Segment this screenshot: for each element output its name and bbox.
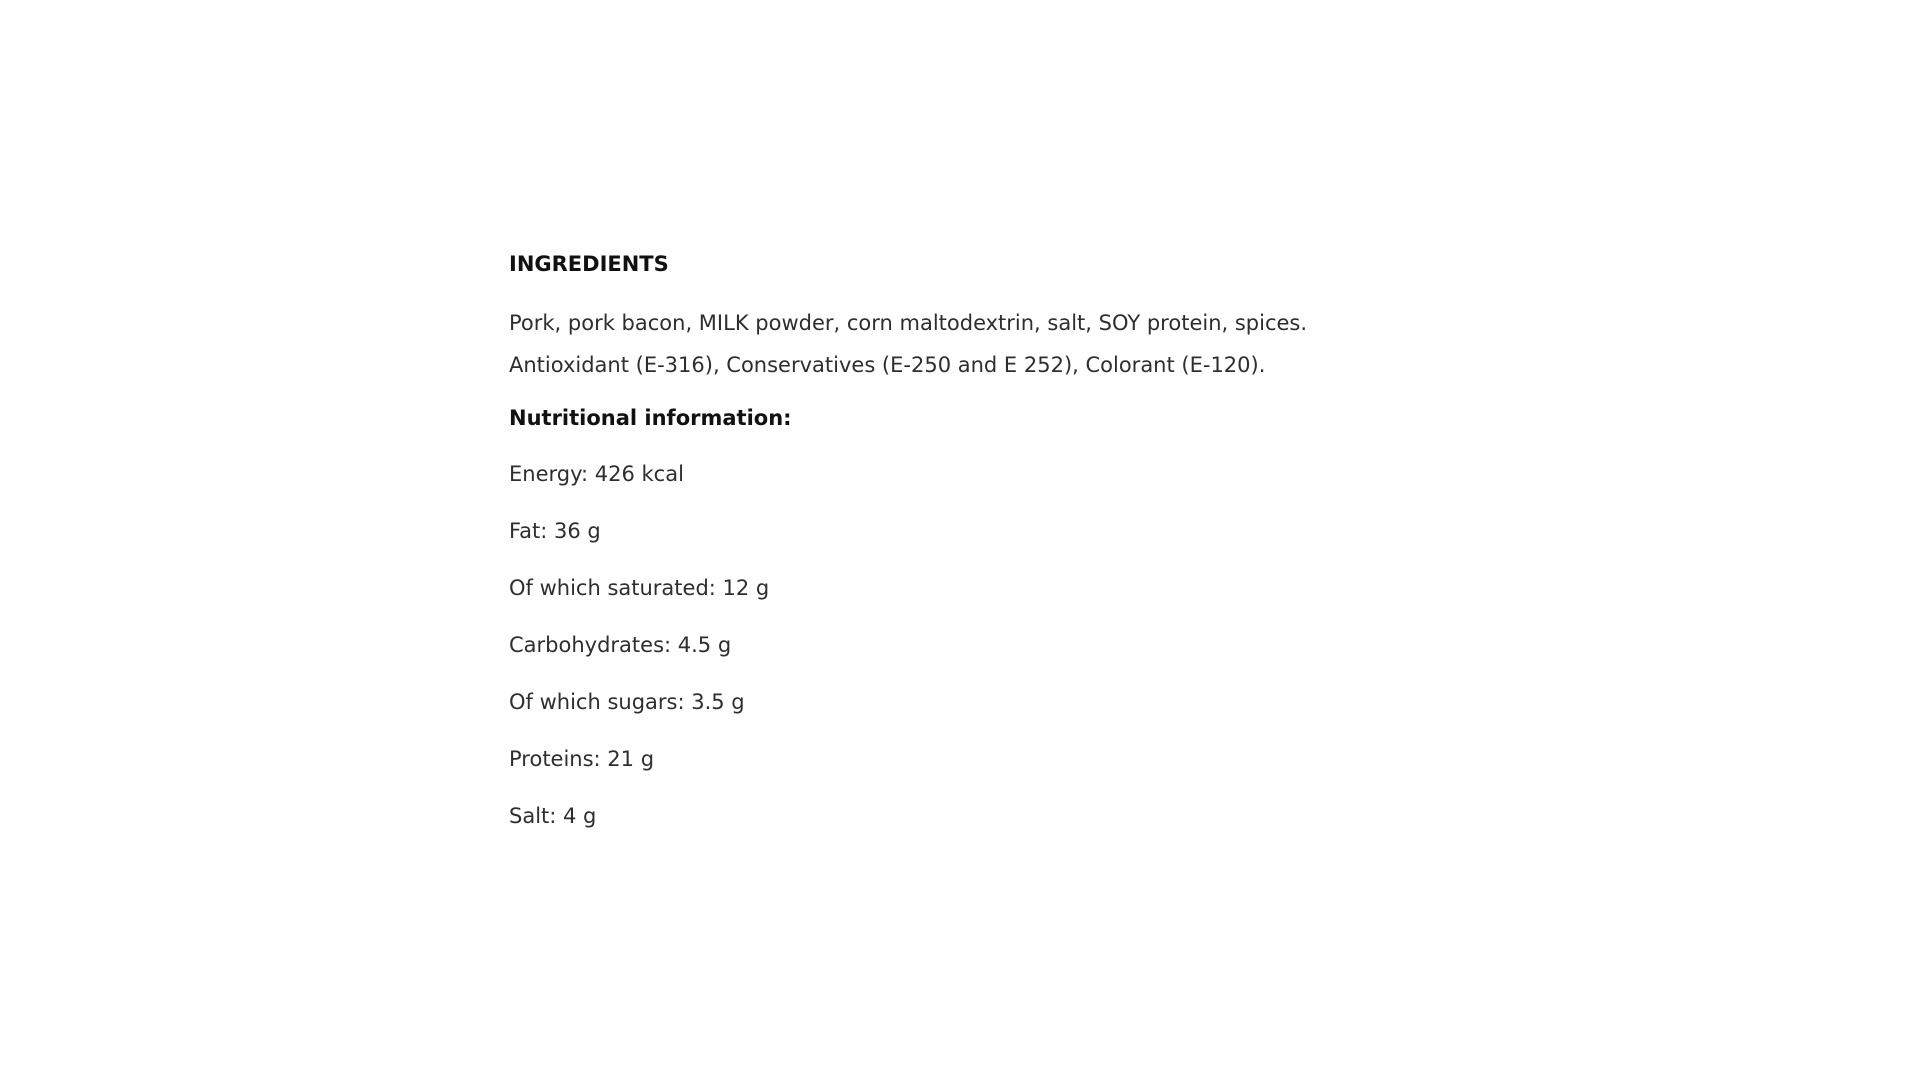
nutrient-proteins: Proteins: 21 g xyxy=(509,747,655,771)
nutrient-fat: Fat: 36 g xyxy=(509,519,601,543)
ingredients-text: Pork, pork bacon, MILK powder, corn maltodextrin, salt, SOY protein, spices. Antioxidant (E-316), Conservatives (E-250 and E 252), Colorant (E-120). xyxy=(509,311,1308,377)
nutrient-salt: Salt: 4 g xyxy=(509,804,597,828)
nutrient-sugars: Of which sugars: 3.5 g xyxy=(509,690,745,714)
nutrition-heading: Nutritional information: xyxy=(509,406,792,430)
nutrient-energy: Energy: 426 kcal xyxy=(509,462,684,486)
nutrient-carbohydrates: Carbohydrates: 4.5 g xyxy=(509,633,732,657)
product-info-section xyxy=(509,248,1429,857)
ingredients-heading: INGREDIENTS xyxy=(509,252,669,276)
nutrient-saturated-fat: Of which saturated: 12 g xyxy=(509,576,770,600)
